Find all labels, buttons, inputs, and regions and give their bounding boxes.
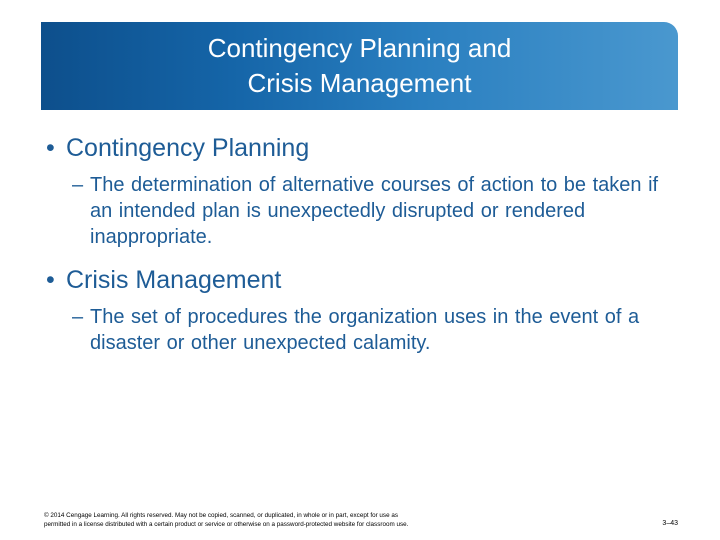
bullet-marker: •: [46, 266, 55, 294]
footer-line-2: permitted in a license distributed with a certain product or service or otherwise on a password-protected website for classroom use.: [44, 521, 409, 528]
bullet-marker: •: [46, 134, 55, 162]
slide-content: [46, 132, 686, 356]
title-line-1: Contingency Planning and: [207, 33, 512, 63]
copyright-footer: [44, 511, 684, 529]
bullet-contingency-planning: [46, 132, 686, 164]
sub-item-crisis-definition: [72, 304, 686, 356]
title-banner: [41, 22, 678, 110]
bullet-crisis-management: [46, 264, 686, 296]
sub-item-contingency-definition: [72, 172, 686, 250]
page-number: 3–43: [662, 520, 678, 527]
sub-item-text: The determination of alternative courses of action to be taken if an intended plan is unexpectedly disrupted or rendered inappropriate.: [90, 174, 659, 248]
sub-marker: –: [72, 174, 84, 196]
bullet-label: Contingency Planning: [66, 134, 310, 162]
sub-item-text: The set of procedures the organization uses in the event of a disaster or other unexpected calamity.: [90, 306, 640, 354]
bullet-label: Crisis Management: [66, 266, 282, 294]
sub-marker: –: [72, 306, 84, 328]
footer-line-1: © 2014 Cengage Learning. All rights reserved. May not be copied, scanned, or duplicated, in whole or in part, except for use as: [44, 512, 398, 519]
slide-title: [208, 31, 512, 101]
title-line-2: Crisis Management: [247, 68, 472, 98]
